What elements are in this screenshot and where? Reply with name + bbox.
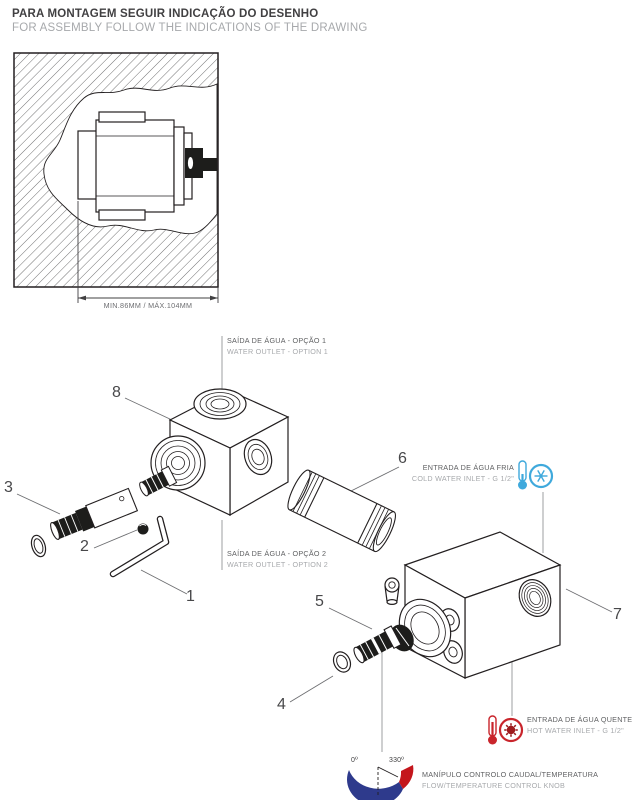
cold-inlet-label-pt: ENTRADA DE ÁGUA FRIA: [422, 463, 514, 472]
grub-screw-2: [138, 524, 149, 535]
oring-sleeve: [29, 534, 48, 559]
part-number-2: 2: [80, 538, 89, 555]
snowflake-icon: [530, 465, 552, 487]
diverter-valve-body-8: [137, 389, 288, 515]
part-number-1: 1: [186, 588, 195, 605]
part-number-8: 8: [112, 384, 121, 401]
outlet2-label-en: WATER OUTLET - OPTION 2: [227, 559, 329, 569]
outlet2-label-pt: SAÍDA DE ÁGUA - OPÇÃO 2: [227, 549, 327, 558]
top-outlet-port: [194, 389, 246, 419]
knob-rotation-dial: [347, 765, 413, 800]
heat-icon: [500, 719, 522, 741]
callout-outlet-option1: [227, 336, 328, 357]
thermometer-cold-icon: [518, 461, 527, 490]
dial-arc-red: [399, 765, 413, 789]
cold-inlet-label-en: COLD WATER INLET - G 1/2": [411, 473, 514, 483]
part-number-4: 4: [277, 696, 286, 713]
hot-water-icons: [488, 716, 522, 745]
part-number-5: 5: [315, 593, 324, 610]
hot-inlet-label-pt: ENTRADA DE ÁGUA QUENTE: [527, 715, 633, 724]
part-number-6: 6: [398, 450, 407, 467]
callout-hot-inlet: [527, 715, 632, 736]
callout-control-knob: [422, 770, 598, 791]
dial-arc-blue: [347, 770, 403, 800]
knob-label-en: FLOW/TEMPERATURE CONTROL KNOB: [422, 780, 566, 790]
callout-outlet-option2: [227, 549, 328, 570]
header-title-pt: PARA MONTAGEM SEGUIR INDICAÇÃO DO DESENHO: [12, 8, 319, 20]
cold-water-icons: [518, 461, 552, 490]
thermometer-hot-icon: [488, 716, 497, 745]
outlet1-label-en: WATER OUTLET - OPTION 1: [227, 346, 329, 356]
header-title-en: FOR ASSEMBLY FOLLOW THE INDICATIONS OF THE DRAWING: [12, 22, 368, 34]
cartridge-stem-5: [351, 626, 401, 666]
dial-angle-min: 0º: [351, 757, 358, 764]
knob-label-pt: MANÍPULO CONTROLO CAUDAL/TEMPERATURA: [422, 770, 599, 779]
oring-4: [330, 649, 353, 675]
fixing-screw: [385, 578, 399, 604]
part-number-3: 3: [4, 479, 13, 496]
outlet1-label-pt: SAÍDA DE ÁGUA - OPÇÃO 1: [227, 336, 327, 345]
dial-angle-max: 330º: [389, 757, 405, 764]
mixer-block-7: [385, 532, 560, 678]
hot-inlet-label-en: HOT WATER INLET - G 1/2": [527, 725, 624, 735]
wall-section-drawing: [14, 53, 218, 303]
wall-depth-dimension-label: MIN.86MM / MÁX.104MM: [103, 301, 193, 310]
part-number-7: 7: [613, 606, 622, 623]
